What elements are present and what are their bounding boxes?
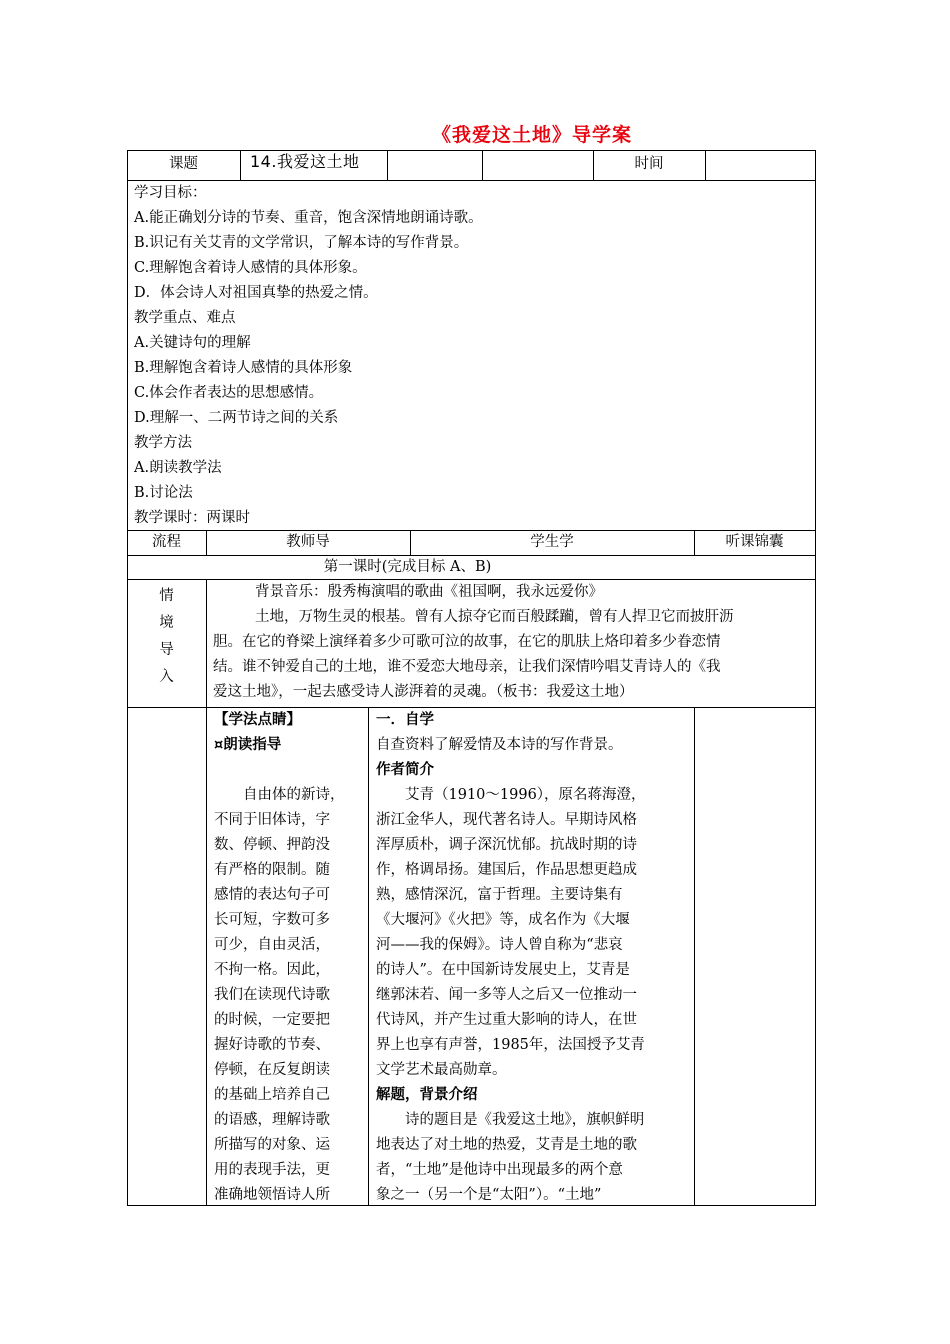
teacher-line: 用的表现手法，更 — [214, 1162, 330, 1178]
objectives-block — [134, 181, 804, 531]
objective-line: A.能正确划分诗的节奏、重音，饱含深情地朗诵诗歌。 — [134, 210, 483, 226]
author-line: 《大堰河》《火把》等，成名作为《大堰 — [376, 912, 630, 928]
teacher-line: 不同于旧体诗，字 — [214, 812, 330, 828]
author-line: 界上也享有声誉，1985年，法国授予艾青 — [376, 1037, 645, 1053]
background-line: 象之一（另一个是“太阳”）。“土地” — [376, 1187, 602, 1203]
author-line: 熟，感情深沉，富于哲理。主要诗集有 — [376, 887, 623, 903]
intro-line: 爱这土地》，一起去感受诗人澎湃着的灵魂。（板书：我爱这土地） — [213, 684, 634, 700]
teacher-line: 有严格的限制。随 — [214, 862, 330, 878]
intro-label-char: 导 — [159, 642, 174, 658]
objective-line: A.朗读教学法 — [134, 460, 222, 476]
student-header: 学生学 — [530, 534, 574, 550]
teacher-line: 准确地领悟诗人所 — [214, 1187, 330, 1203]
intro-label — [127, 583, 206, 691]
ke-ti-label: 课题 — [169, 156, 198, 172]
teacher-line: 不拘一格。因此， — [214, 962, 330, 978]
objective-line: B.理解饱含着诗人感情的具体形象 — [134, 360, 353, 376]
author-line: 的诗人”。在中国新诗发展史上，艾青是 — [376, 962, 630, 978]
teacher-line: 数、停顿、押韵没 — [214, 837, 330, 853]
author-line: 浑厚质朴，调子深沉忧郁。抗战时期的诗 — [376, 837, 637, 853]
intro-line: 结。谁不钟爱自己的土地，谁不爱恋大地母亲，让我们深情吟唱艾青诗人的《我 — [213, 659, 721, 675]
teacher-line: 长可短，字数可多 — [214, 912, 330, 928]
document-title: 《我爱这土地》导学案 — [432, 124, 633, 146]
teacher-subheading: ¤朗读指导 — [214, 737, 282, 753]
objective-line: B.识记有关艾青的文学常识，了解本诗的写作背景。 — [134, 235, 469, 251]
teacher-line: 的时候，一定要把 — [214, 1012, 330, 1028]
intro-label-char: 情 — [159, 588, 174, 604]
intro-label-char: 境 — [159, 615, 174, 631]
student-heading: 一．自学 — [376, 712, 434, 728]
objective-line: D．体会诗人对祖国真挚的热爱之情。 — [134, 285, 378, 301]
teacher-line: 的基础上培养自己 — [214, 1087, 330, 1103]
ke-ti-value: 14.我爱这土地 — [250, 152, 360, 171]
teacher-line: 握好诗歌的节奏、 — [214, 1037, 330, 1053]
author-line: 艾青（1910～1996），原名蒋海澄， — [405, 787, 646, 803]
intro-line: 土地，万物生灵的根基。曾有人掠夺它而百般蹂躏，曾有人捍卫它而披肝沥 — [255, 609, 734, 625]
intro-label-char: 入 — [159, 669, 174, 685]
objective-line: 教学方法 — [134, 435, 192, 451]
author-heading: 作者简介 — [376, 762, 434, 778]
teacher-line: 可少，自由灵活， — [214, 937, 330, 953]
background-line: 诗的题目是《我爱这土地》，旗帜鲜明 — [405, 1112, 645, 1128]
student-task: 自查资料了解爱情及本诗的写作背景。 — [376, 737, 623, 753]
first-lesson-label: 第一课时(完成目标 A、B) — [323, 559, 492, 575]
objective-line: D.理解一、二两节诗之间的关系 — [134, 410, 339, 426]
objective-line: C.体会作者表达的思想感情。 — [134, 385, 324, 401]
author-line: 浙江金华人，现代著名诗人。早期诗风格 — [376, 812, 637, 828]
teacher-column — [214, 708, 366, 1208]
liu-cheng-header: 流程 — [152, 534, 181, 550]
teacher-header: 教师导 — [286, 534, 330, 550]
shi-jian-label: 时间 — [634, 156, 664, 172]
author-line: 河——我的保姆》。诗人曾自称为“悲哀 — [376, 937, 623, 953]
objective-line: C.理解饱含着诗人感情的具体形象。 — [134, 260, 367, 276]
objective-line: 学习目标： — [134, 185, 207, 201]
student-column — [376, 708, 692, 1208]
objective-line: 教学重点、难点 — [134, 310, 236, 326]
author-line: 作，格调昂扬。建国后，作品思想更趋成 — [376, 862, 637, 878]
objective-line: 教学课时：两课时 — [134, 510, 250, 526]
teacher-line: 自由体的新诗， — [243, 787, 345, 803]
background-heading: 解题，背景介绍 — [376, 1087, 478, 1103]
notes-header: 听课锦囊 — [725, 534, 784, 550]
teacher-line: 所描写的对象、运 — [214, 1137, 330, 1153]
author-line: 文学艺术最高勋章。 — [376, 1062, 507, 1078]
teacher-line: 我们在读现代诗歌 — [214, 987, 330, 1003]
author-line: 继郭沫若、闻一多等人之后又一位推动一 — [376, 987, 637, 1003]
teacher-line: 感情的表达句子可 — [214, 887, 330, 903]
intro-line: 背景音乐：殷秀梅演唱的歌曲《祖国啊，我永远爱你》 — [255, 584, 603, 600]
teacher-line: 的语感，理解诗歌 — [214, 1112, 330, 1128]
intro-text — [213, 580, 813, 705]
objective-line: A.关键诗句的理解 — [134, 335, 251, 351]
objective-line: B.讨论法 — [134, 485, 193, 501]
teacher-heading: 【学法点睛】 — [214, 712, 301, 728]
background-line: 者，“土地”是他诗中出现最多的两个意 — [376, 1162, 623, 1178]
author-line: 代诗风，并产生过重大影响的诗人，在世 — [376, 1012, 637, 1028]
teacher-line: 停顿，在反复朗读 — [214, 1062, 330, 1078]
background-line: 地表达了对土地的热爱，艾青是土地的歌 — [376, 1137, 637, 1153]
intro-line: 胆。在它的脊梁上演绎着多少可歌可泣的故事，在它的肌肤上烙印着多少眷恋情 — [213, 634, 721, 650]
